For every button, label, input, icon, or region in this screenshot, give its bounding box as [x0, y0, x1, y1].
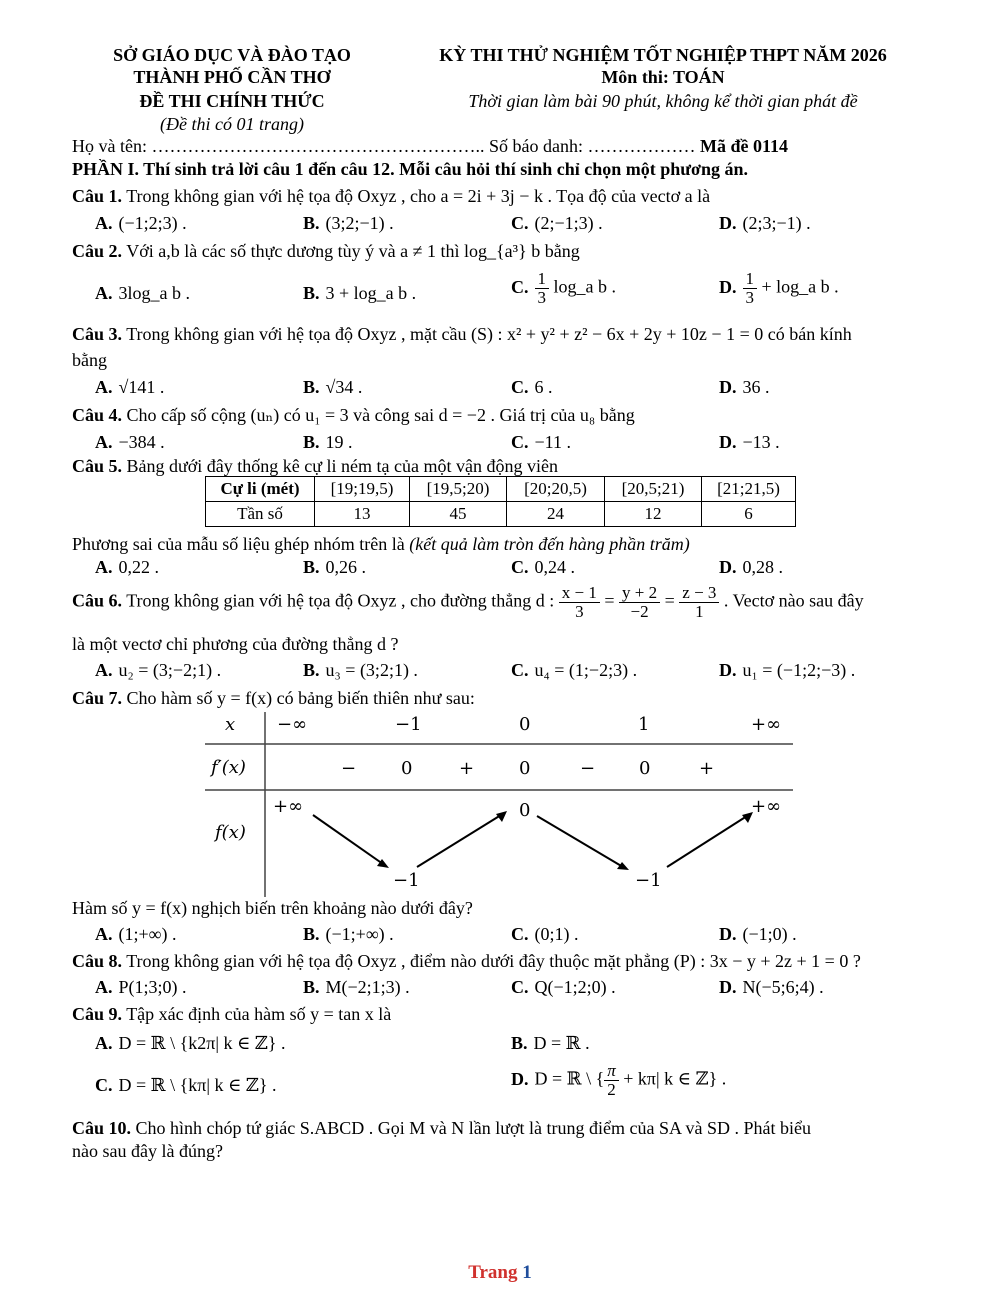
q5-option-b[interactable]: [303, 556, 366, 578]
question-text: Trong không gian với hệ tọa độ Oxyz , điểm nào dưới đây thuộc mặt phẳng (P) : 3x − y + 2z + 1 = 0 ?: [122, 951, 861, 971]
table-row: [206, 477, 796, 502]
table-cell: Tần số: [206, 502, 315, 527]
q4-option-d[interactable]: [719, 431, 780, 453]
fraction-numerator: 1: [535, 270, 550, 289]
question-3: [72, 323, 852, 345]
q9-option-a[interactable]: [95, 1032, 286, 1054]
option-key: A.: [95, 977, 113, 997]
sign: +: [699, 758, 715, 779]
question-text: Tập xác định của hàm số y = tan x là: [122, 1004, 392, 1024]
question-label: Câu 2.: [72, 241, 123, 261]
q8-option-c[interactable]: [511, 976, 616, 998]
exam-code: Mã đề 0114: [699, 136, 788, 156]
q2-option-d[interactable]: [719, 270, 839, 307]
question-label: Câu 6.: [72, 590, 123, 611]
option-key: D.: [719, 377, 737, 397]
q2-option-a[interactable]: [95, 282, 190, 304]
sign: 0: [519, 758, 531, 779]
fraction-numerator: 1: [743, 270, 758, 289]
fraction-denominator: 2: [607, 1080, 616, 1099]
fraction-denominator: 1: [695, 602, 704, 621]
option-text: D = ℝ \ {: [534, 1068, 605, 1089]
q3-option-b[interactable]: [303, 376, 362, 398]
option-text: (0;1) .: [534, 924, 579, 944]
option-key: C.: [511, 377, 529, 397]
question-label: Câu 5.: [72, 456, 123, 476]
x-value: +∞: [751, 714, 782, 735]
question-4: [72, 404, 635, 426]
option-key: B.: [303, 660, 320, 680]
decrease-arrow: [537, 816, 623, 867]
option-text: (−1;+∞) .: [325, 924, 394, 944]
question-text: Cho hàm số y = f(x) có bảng biến thiên như sau:: [122, 688, 475, 708]
q1-option-b[interactable]: [303, 212, 394, 234]
question-text: Với a,b là các số thực dương tùy ý và a ≠ 1 thì log_{a³} b bằng: [122, 241, 580, 261]
sign: 0: [401, 758, 413, 779]
option-text: u₄ = (1;−2;3) .: [534, 660, 638, 680]
question-label: Câu 8.: [72, 951, 123, 971]
question-3-cont: bằng: [72, 350, 107, 370]
option-text: (−1;0) .: [742, 924, 797, 944]
option-key: A.: [95, 432, 113, 452]
q3-option-a[interactable]: [95, 376, 164, 398]
option-text: M(−2;1;3) .: [325, 977, 410, 997]
table-cell: [19,5;20): [410, 477, 507, 502]
question-9: [72, 1003, 391, 1025]
option-key: C.: [511, 213, 529, 233]
option-text: √141 .: [118, 377, 165, 397]
option-text: Q(−1;2;0) .: [534, 977, 616, 997]
sign: −: [580, 758, 596, 779]
time-note: Thời gian làm bài 90 phút, không kể thời gian phát đề: [468, 91, 858, 111]
decrease-arrow: [313, 815, 383, 864]
q1-option-d[interactable]: [719, 212, 811, 234]
option-text: u₂ = (3;−2;1) .: [118, 660, 222, 680]
option-key: A.: [95, 213, 113, 233]
option-text: (2;−1;3) .: [534, 213, 603, 233]
q5-option-d[interactable]: [719, 556, 783, 578]
fraction-denominator: 3: [537, 288, 546, 307]
option-key: A.: [95, 283, 113, 303]
option-text: 0,26 .: [325, 557, 367, 577]
option-key: C.: [511, 276, 529, 297]
option-text: + kπ| k ∈ ℤ} .: [618, 1068, 727, 1089]
option-key: D.: [719, 276, 737, 297]
option-key: D.: [719, 432, 737, 452]
question-5: [72, 455, 558, 477]
option-key: D.: [719, 660, 737, 680]
q5-option-a[interactable]: [95, 556, 159, 578]
subject: Môn thi: TOÁN: [601, 67, 725, 87]
official-exam: ĐỀ THI CHÍNH THỨC: [139, 91, 325, 111]
table-cell: 13: [315, 502, 410, 527]
option-text: 0,28 .: [742, 557, 783, 577]
option-key: B.: [303, 283, 320, 303]
option-text: −13 .: [742, 432, 780, 452]
student-line: [72, 135, 788, 157]
option-key: D.: [511, 1068, 529, 1089]
q9-option-b[interactable]: [511, 1032, 590, 1054]
option-key: C.: [511, 977, 529, 997]
page-count-note: (Đề thi có 01 trang): [160, 114, 304, 134]
q3-option-c[interactable]: [511, 376, 553, 398]
option-key: B.: [303, 432, 320, 452]
option-text: −384 .: [118, 432, 165, 452]
q4-option-b[interactable]: [303, 431, 353, 453]
question-6-cont: là một vectơ chỉ phương của đường thẳng d ?: [72, 634, 399, 654]
question-7: [72, 687, 475, 709]
q9-option-d[interactable]: [511, 1062, 726, 1099]
option-key: A.: [95, 924, 113, 944]
question-label: Câu 4.: [72, 405, 123, 425]
fraction: [619, 584, 660, 621]
part1-title: PHẦN I. Thí sinh trả lời câu 1 đến câu 12. Mỗi câu hỏi thí sinh chỉ chọn một phương án.: [72, 159, 749, 179]
fraction: [604, 1062, 619, 1099]
question-6: Câu 6. Trong không gian với hệ tọa độ Oxyz , cho đường thẳng d : $\frac{x - 1}{3}$ = $\frac{y + 2}{-2}$ = $\frac{z - 3}{1}$ . Vectơ nào sau đây: [72, 583, 864, 621]
f-value: +∞: [751, 796, 782, 817]
question-label: Câu 7.: [72, 688, 123, 708]
question-8: [72, 950, 861, 972]
option-text: 6 .: [534, 377, 553, 397]
question-text: Trong không gian với hệ tọa độ Oxyz , mặt cầu (S) : x² + y² + z² − 6x + 2y + 10z − 1 = 0 có bán kính: [122, 324, 852, 344]
table-cell: [20,5;21): [605, 477, 702, 502]
fraction-numerator: y + 2: [619, 584, 660, 603]
fraction-denominator: 3: [745, 288, 754, 307]
fraction-numerator: x − 1: [559, 584, 600, 603]
question-text: Bảng dưới đây thống kê cự li ném tạ của một vận động viên: [122, 456, 558, 476]
table-cell: [21;21,5): [702, 477, 796, 502]
question-10-cont: nào sau đây là đúng?: [72, 1141, 223, 1161]
question-text: Phương sai của mẫu số liệu ghép nhóm trên là: [72, 534, 410, 554]
student-name-field: Họ và tên: ……………………………………………….. Số báo danh: ………………: [72, 136, 700, 156]
option-key: B.: [303, 924, 320, 944]
question-text: Trong không gian với hệ tọa độ Oxyz , cho đường thẳng d :: [122, 590, 555, 611]
sign: −: [341, 758, 357, 779]
table-cell: 6: [702, 502, 796, 527]
fraction-denominator: 3: [575, 602, 584, 621]
option-text: u₃ = (3;2;1) .: [325, 660, 418, 680]
option-text: (1;+∞) .: [118, 924, 177, 944]
table-cell: 45: [410, 502, 507, 527]
city-name: THÀNH PHỐ CẦN THƠ: [133, 67, 331, 87]
q1-option-a[interactable]: [95, 212, 187, 234]
q4-option-c[interactable]: [511, 431, 571, 453]
option-key: B.: [511, 1033, 528, 1053]
option-text: D = ℝ .: [533, 1033, 590, 1053]
q7-option-d[interactable]: [719, 923, 797, 945]
option-text: (2;3;−1) .: [742, 213, 811, 233]
variation-table: [205, 712, 795, 897]
f-value: −1: [393, 870, 420, 891]
increase-arrow: [667, 816, 747, 867]
option-key: D.: [719, 924, 737, 944]
sign: +: [459, 758, 475, 779]
fraction-numerator: z − 3: [679, 584, 719, 603]
option-text: 0,22 .: [118, 557, 159, 577]
x-value: −∞: [277, 714, 308, 735]
x-value: −1: [395, 714, 422, 735]
option-key: D.: [719, 557, 737, 577]
option-key: C.: [95, 1075, 113, 1095]
table-cell: [19;19,5): [315, 477, 410, 502]
x-value: 0: [519, 714, 531, 735]
q5-option-c[interactable]: [511, 556, 575, 578]
option-key: C.: [511, 557, 529, 577]
question-1: [72, 185, 710, 207]
question-text: Trong không gian với hệ tọa độ Oxyz , cho a = 2i + 3j − k . Tọa độ của vectơ a là: [122, 186, 711, 206]
increase-arrow: [417, 815, 501, 867]
question-7-cont: Hàm số y = f(x) nghịch biến trên khoảng nào dưới đây?: [72, 898, 473, 918]
table-cell: Cự li (mét): [206, 477, 315, 502]
option-key: A.: [95, 377, 113, 397]
option-text: −11 .: [534, 432, 571, 452]
q6-option-d[interactable]: [719, 659, 855, 681]
rounding-note: (kết quả làm tròn đến hàng phần trăm): [409, 534, 690, 554]
option-key: D.: [719, 213, 737, 233]
exam-title: KỲ THI THỬ NGHIỆM TỐT NGHIỆP THPT NĂM 2026: [439, 45, 887, 65]
option-text: (−1;2;3) .: [118, 213, 187, 233]
question-label: Câu 9.: [72, 1004, 123, 1024]
option-text: + log_a b .: [761, 276, 839, 297]
q8-option-a[interactable]: [95, 976, 187, 998]
table-cell: 12: [605, 502, 702, 527]
option-text: 0,24 .: [534, 557, 575, 577]
q6-option-b[interactable]: [303, 659, 418, 681]
option-key: A.: [95, 1033, 113, 1053]
question-2: [72, 240, 580, 262]
q3-option-d[interactable]: [719, 376, 770, 398]
question-label: Câu 1.: [72, 186, 123, 206]
q7-option-b[interactable]: [303, 923, 394, 945]
option-text: log_a b .: [553, 276, 616, 297]
page-number: 1: [522, 1262, 532, 1283]
q7-option-c[interactable]: [511, 923, 579, 945]
table-cell: 24: [507, 502, 605, 527]
q8-option-d[interactable]: [719, 976, 824, 998]
sign: 0: [639, 758, 651, 779]
q2-option-b[interactable]: [303, 282, 416, 304]
fraction: [743, 270, 758, 307]
question-5-cont: [72, 533, 690, 555]
fraction: [559, 584, 600, 621]
option-text: u₁ = (−1;2;−3) .: [742, 660, 856, 680]
x-value: 1: [638, 714, 650, 735]
row-label-fprime: f′(x): [211, 757, 246, 778]
q2-option-c[interactable]: [511, 270, 616, 307]
table-row: [206, 502, 796, 527]
option-key: B.: [303, 213, 320, 233]
option-key: C.: [511, 924, 529, 944]
question-text: . Vectơ nào sau đây: [723, 590, 864, 611]
option-key: D.: [719, 977, 737, 997]
question-text: Cho hình chóp tứ giác S.ABCD . Gọi M và N lần lượt là trung điểm của SA và SD . Phát biểu: [131, 1118, 811, 1138]
page-footer: [0, 1262, 1000, 1284]
row-label-x: x: [225, 714, 236, 735]
option-key: C.: [511, 660, 529, 680]
option-text: 19 .: [325, 432, 353, 452]
question-10: [72, 1117, 811, 1139]
option-text: (3;2;−1) .: [325, 213, 394, 233]
q4-option-a[interactable]: [95, 431, 165, 453]
option-key: C.: [511, 432, 529, 452]
row-label-f: f(x): [215, 822, 246, 843]
option-key: A.: [95, 660, 113, 680]
question-label: Câu 3.: [72, 324, 123, 344]
option-text: 3 + log_a b .: [325, 283, 417, 303]
fraction: [535, 270, 550, 307]
option-text: 36 .: [742, 377, 770, 397]
dept-name: SỞ GIÁO DỤC VÀ ĐÀO TẠO: [113, 45, 351, 65]
f-value: −1: [635, 870, 662, 891]
option-text: D = ℝ \ {k2π| k ∈ ℤ} .: [118, 1033, 286, 1053]
table-cell: [20;20,5): [507, 477, 605, 502]
option-text: P(1;3;0) .: [118, 977, 187, 997]
page-word: Trang: [468, 1262, 518, 1283]
option-text: √34 .: [325, 377, 363, 397]
q6-option-a[interactable]: [95, 659, 221, 681]
f-value: 0: [519, 800, 531, 821]
option-text: D = ℝ \ {kπ| k ∈ ℤ} .: [118, 1075, 277, 1095]
option-key: A.: [95, 557, 113, 577]
option-key: B.: [303, 557, 320, 577]
question-label: Câu 10.: [72, 1118, 132, 1138]
arrow-head: [617, 862, 629, 870]
q7-option-a[interactable]: [95, 923, 176, 945]
frequency-table: [205, 476, 796, 527]
option-key: B.: [303, 377, 320, 397]
question-text: Cho cấp số cộng (uₙ) có u₁ = 3 và công sai d = −2 . Giá trị của u₈ bằng: [122, 405, 635, 425]
fraction-denominator: −2: [630, 602, 649, 621]
q1-option-c[interactable]: [511, 212, 603, 234]
f-value: +∞: [273, 796, 304, 817]
fraction: [679, 584, 719, 621]
q8-option-b[interactable]: [303, 976, 410, 998]
option-text: N(−5;6;4) .: [742, 977, 824, 997]
option-text: 3log_a b .: [118, 283, 190, 303]
q9-option-c[interactable]: [95, 1074, 277, 1096]
option-key: B.: [303, 977, 320, 997]
fraction-numerator: π: [604, 1062, 619, 1081]
q6-option-c[interactable]: [511, 659, 637, 681]
